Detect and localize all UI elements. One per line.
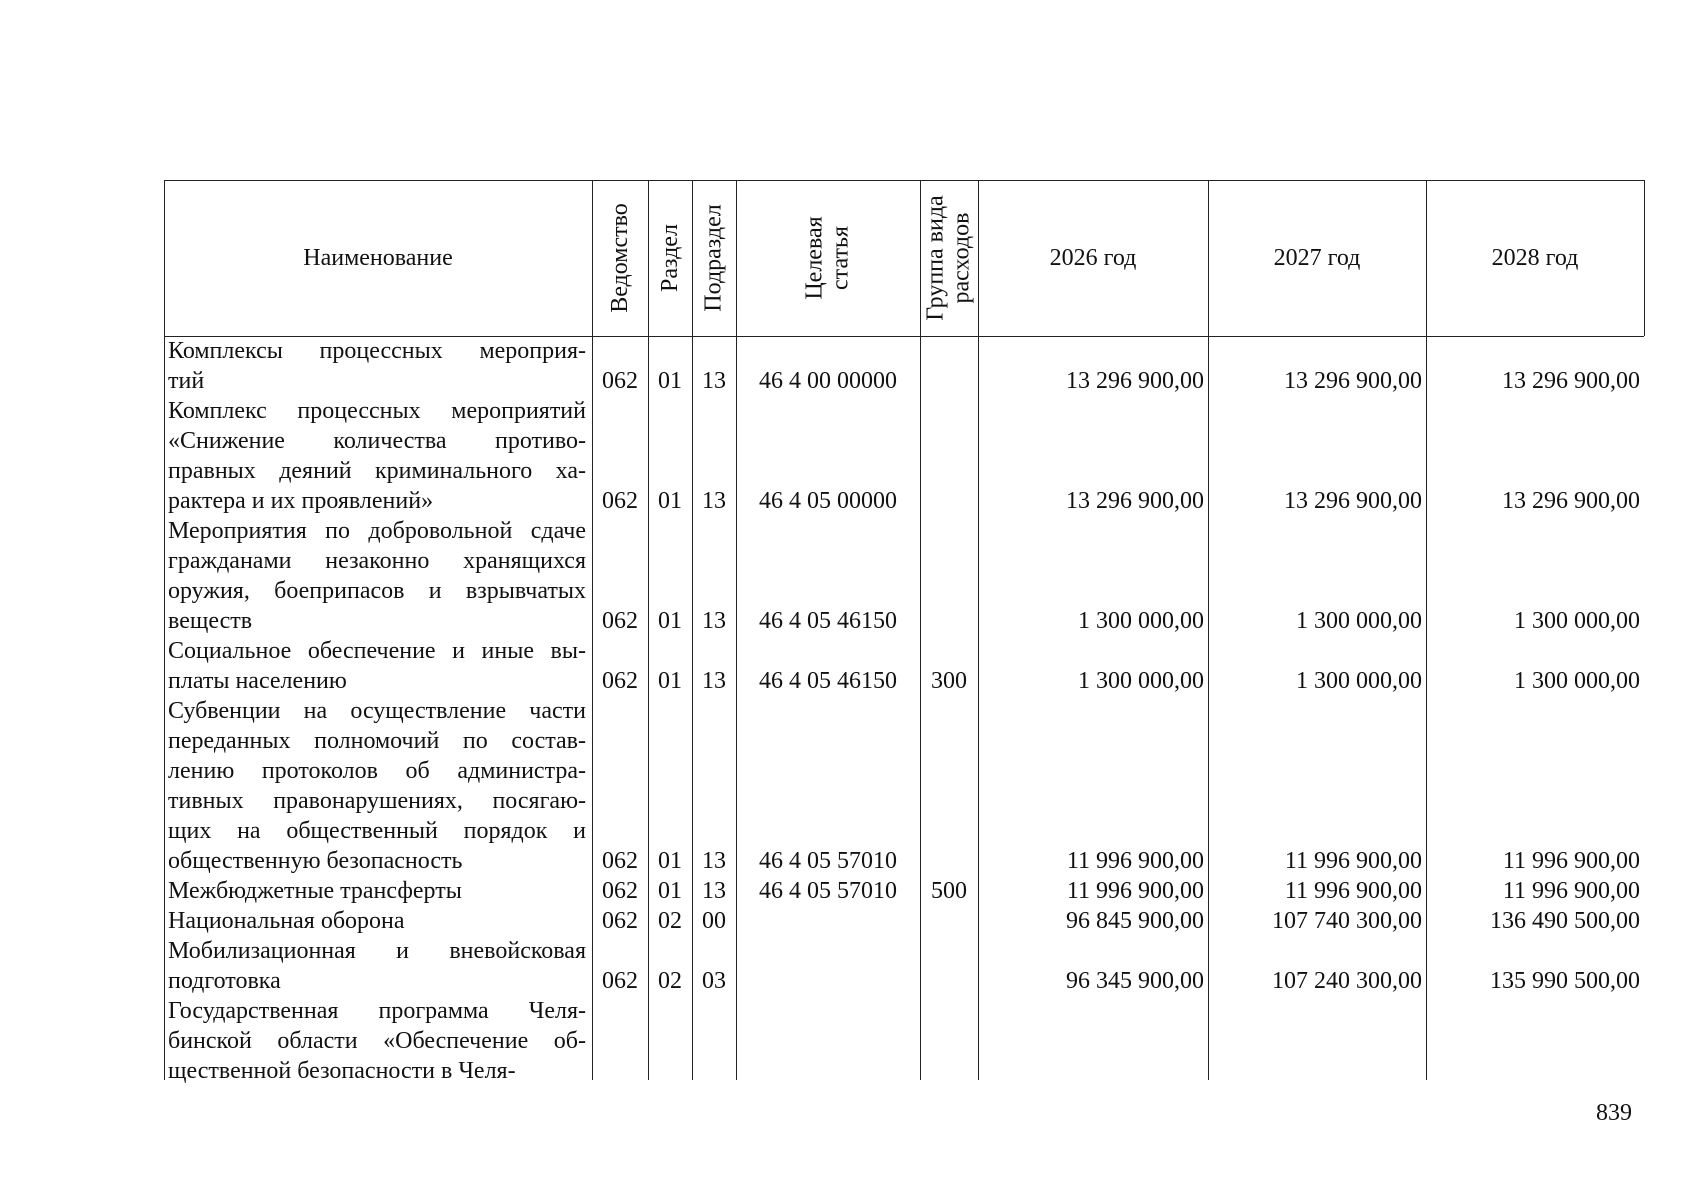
row-name (168, 696, 586, 876)
page-number: 839 (1596, 1100, 1632, 1126)
row-name-line: платы населению (168, 668, 347, 694)
row-name-line: рактера и их проявлений» (168, 488, 434, 514)
cell-department: 062 (602, 878, 638, 904)
cell-y2028: 13 296 900,00 (1502, 488, 1640, 514)
row-name-line: бинской области «Обеспечение об- (168, 1028, 586, 1054)
row-name-line: правных деяний криминального ха- (168, 458, 586, 484)
header-expense-group: Группа вида расходов (923, 195, 975, 321)
cell-y2028: 11 996 900,00 (1502, 878, 1640, 904)
cell-department: 062 (602, 968, 638, 994)
cell-y2028: 13 296 900,00 (1502, 368, 1640, 394)
cell-section: 01 (658, 488, 682, 514)
cell-y2027: 1 300 000,00 (1296, 668, 1422, 694)
row-name-line: лению протоколов об администра- (168, 758, 586, 784)
cell-subsection: 00 (702, 908, 726, 934)
cell-section: 02 (658, 908, 682, 934)
row-name (168, 336, 586, 396)
row-name-line: тий (168, 368, 205, 394)
cell-department: 062 (602, 488, 638, 514)
cell-target-item: 46 4 05 57010 (759, 848, 897, 874)
cell-target-item: 46 4 05 46150 (759, 668, 897, 694)
cell-subsection: 13 (702, 368, 726, 394)
table-row (164, 336, 1644, 396)
table-row (164, 936, 1644, 996)
row-name (168, 906, 586, 936)
row-name-line: веществ (168, 608, 253, 634)
cell-y2028: 11 996 900,00 (1502, 848, 1640, 874)
table-row (164, 906, 1644, 936)
cell-section: 01 (658, 878, 682, 904)
row-name-line: «Снижение количества противо- (168, 428, 586, 454)
cell-department: 062 (602, 668, 638, 694)
cell-target-item: 46 4 05 57010 (759, 878, 897, 904)
cell-y2027: 107 240 300,00 (1272, 968, 1422, 994)
cell-department: 062 (602, 848, 638, 874)
row-name-line: щих на общественный порядок и (168, 818, 586, 844)
cell-section: 01 (658, 668, 682, 694)
row-name-line: Субвенции на осуществление части (168, 698, 586, 724)
row-name-line: Комплексы процессных мероприя- (168, 338, 586, 364)
cell-department: 062 (602, 608, 638, 634)
cell-y2028: 136 490 500,00 (1490, 908, 1640, 934)
row-name (168, 936, 586, 996)
cell-subsection: 13 (702, 608, 726, 634)
cell-y2027: 13 296 900,00 (1284, 488, 1422, 514)
cell-y2026: 1 300 000,00 (1078, 668, 1204, 694)
row-name-line: тивных правонарушениях, посягаю- (168, 788, 586, 814)
row-name-line: Мобилизационная и вневойсковая (168, 938, 586, 964)
header-section: Раздел (657, 224, 684, 292)
cell-target-item: 46 4 05 00000 (759, 488, 897, 514)
cell-subsection: 13 (702, 668, 726, 694)
table-row (164, 996, 1644, 1086)
cell-department: 062 (602, 368, 638, 394)
row-name-line: Комплекс процессных мероприятий (168, 398, 586, 424)
cell-y2026: 13 296 900,00 (1066, 488, 1204, 514)
cell-section: 01 (658, 368, 682, 394)
header-name: Наименование (303, 245, 453, 271)
table-border-right (1644, 180, 1645, 336)
header-target-item: Целевая статья (801, 216, 854, 300)
cell-y2026: 13 296 900,00 (1066, 368, 1204, 394)
row-name (168, 996, 586, 1086)
row-name-line: щественной безопасности в Челя- (168, 1058, 516, 1084)
cell-section: 02 (658, 968, 682, 994)
cell-y2027: 13 296 900,00 (1284, 368, 1422, 394)
row-name (168, 516, 586, 636)
cell-subsection: 13 (702, 488, 726, 514)
cell-y2027: 107 740 300,00 (1272, 908, 1422, 934)
cell-y2028: 135 990 500,00 (1490, 968, 1640, 994)
cell-y2028: 1 300 000,00 (1514, 668, 1640, 694)
cell-section: 01 (658, 848, 682, 874)
header-year-2027: 2027 год (1273, 245, 1361, 271)
header-department: Ведомство (607, 203, 633, 313)
cell-y2028: 1 300 000,00 (1514, 608, 1640, 634)
cell-subsection: 03 (702, 968, 726, 994)
cell-y2027: 11 996 900,00 (1284, 878, 1422, 904)
row-name-line: общественную безопасность (168, 848, 463, 874)
cell-expense-group: 300 (931, 668, 967, 694)
row-name-line: Мероприятия по добровольной сдаче (168, 518, 586, 544)
cell-y2026: 96 345 900,00 (1066, 968, 1204, 994)
cell-expense-group: 500 (931, 878, 967, 904)
row-name (168, 636, 586, 696)
row-name-line: Национальная оборона (168, 908, 405, 934)
row-name-line: гражданами незаконно хранящихся (168, 548, 586, 574)
row-name-line: переданных полномочий по состав- (168, 728, 586, 754)
row-name-line: оружия, боеприпасов и взрывчатых (168, 578, 586, 604)
table-row (164, 396, 1644, 516)
row-name-line: подготовка (168, 968, 281, 994)
cell-y2026: 11 996 900,00 (1066, 848, 1204, 874)
cell-y2027: 11 996 900,00 (1284, 848, 1422, 874)
header-subsection: Подраздел (701, 204, 728, 312)
header-year-2028: 2028 год (1491, 245, 1579, 271)
budget-table (164, 180, 1644, 1084)
table-row (164, 636, 1644, 696)
cell-section: 01 (658, 608, 682, 634)
cell-target-item: 46 4 00 00000 (759, 368, 897, 394)
cell-y2026: 11 996 900,00 (1066, 878, 1204, 904)
cell-y2027: 1 300 000,00 (1296, 608, 1422, 634)
cell-y2026: 1 300 000,00 (1078, 608, 1204, 634)
cell-subsection: 13 (702, 878, 726, 904)
table-row (164, 876, 1644, 906)
row-name-line: Государственная программа Челя- (168, 998, 586, 1024)
cell-subsection: 13 (702, 848, 726, 874)
row-name (168, 396, 586, 516)
cell-department: 062 (602, 908, 638, 934)
cell-y2026: 96 845 900,00 (1066, 908, 1204, 934)
row-name-line: Социальное обеспечение и иные вы- (168, 638, 586, 664)
table-row (164, 516, 1644, 636)
cell-target-item: 46 4 05 46150 (759, 608, 897, 634)
row-name (168, 876, 586, 906)
row-name-line: Межбюджетные трансферты (168, 878, 462, 904)
header-year-2026: 2026 год (1049, 245, 1137, 271)
table-row (164, 696, 1644, 876)
